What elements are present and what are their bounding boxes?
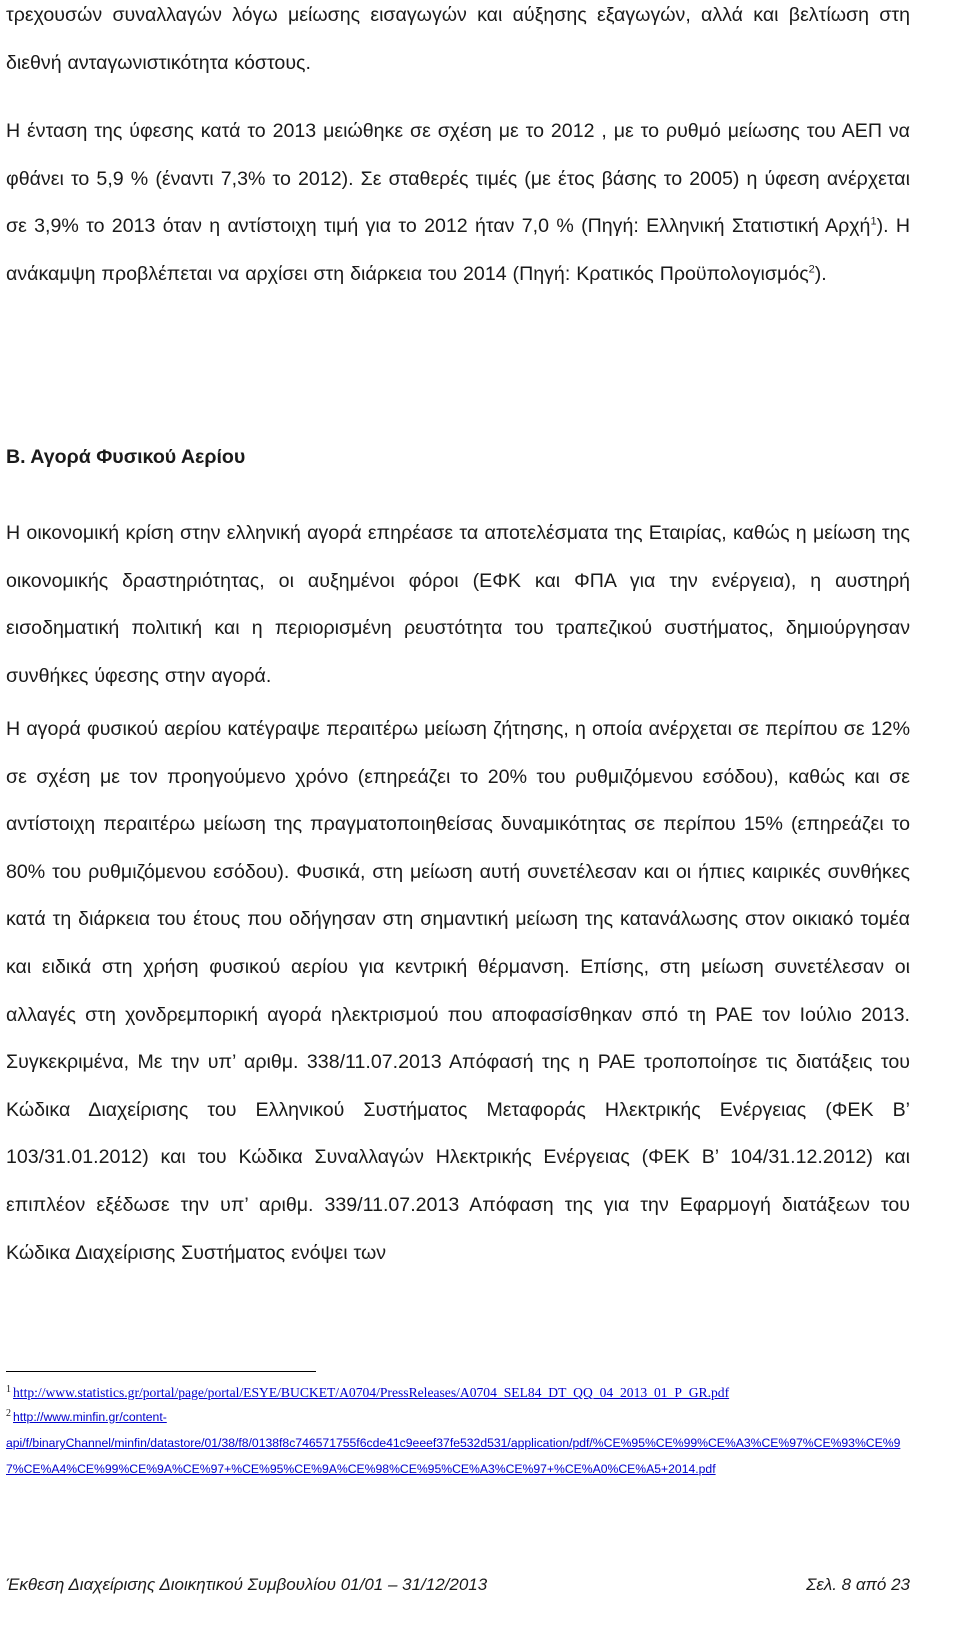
recession-text-part1: Η ένταση της ύφεσης κατά το 2013 μειώθηκε σε σχέση με το 2012 , με το ρυθμό μείωσης του ΑΕΠ να φθάνει το 5,9 % (έναντι 7,3% το 2012). Σε σταθερές τιμές (με έτος βάσης το 2005) η ύφεση ανέρχεται σε 3,9% το 2013 όταν η αντίστοιχη τιμή για το 2012 ήταν 7,0 % (Πηγή: Ελληνική Στατιστική Αρχή — [6, 120, 910, 238]
paragraph-trade-balance: τρεχουσών συναλλαγών λόγω μείωσης εισαγωγών και αύξησης εξαγωγών, αλλά και βελτίωση στη διεθνή ανταγωνιστικότητα κόστους. — [6, 4, 910, 74]
paragraph-gas-market: Η αγορά φυσικού αερίου κατέγραψε περαιτέρω μείωση ζήτησης, η οποία ανέρχεται σε περίπου σε 12% σε σχέση με τον προηγούμενο χρόνο (επηρεάζει το 20% του ρυθμιζόμενου εσόδου), καθώς και σε αντίστοιχη περαιτέρω μείωση της πραγματοποιηθείσας δυναμικότητας σε περίπου 15% (επηρεάζει το 80% του ρυθμιζόμενου εσόδου). Φυσικά, στη μείωση αυτή συνετέλεσαν και οι ήπιες καιρικές συνθήκες κατά τη διάρκεια του έτους που οδήγησαν στη σημαντική μείωση της κατανάλωσης στον οικιακό τομέα και ειδικά στη χρήση φυσικού αερίου για κεντρική θέρμανση. Επίσης, στη μείωση συνετέλεσαν οι αλλαγές στη χονδρεμπορική αγορά ηλεκτρισμού που αποφασίσθηκαν σπό τη ΡΑΕ τον Ιούλιο 2013. Συγκεκριμένα, Με την υπ’ αριθμ. 338/11.07.2013 Απόφασή της η ΡΑΕ τροποποίησε τις διατάξεις του Κώδικα Διαχείρισης του Ελληνικού Συστήματος Μεταφοράς Ηλεκτρικής Ενέργειας (ΦΕΚ Β’ 103/31.01.2012) και του Κώδικα Συναλλαγών Ηλεκτρικής Ενέργειας (ΦΕΚ Β’ 104/31.12.2012) και επιπλέον εξέδωσε την υπ’ αριθμ. 339/11.07.2013 Απόφαση της για την Εφαρμογή διατάξεων του Κώδικα Διαχείρισης Συστήματος ενόψει των — [6, 718, 910, 1264]
footnote-number: 1 — [6, 1383, 11, 1395]
footnote-2 — [6, 1404, 916, 1482]
footnote-separator — [6, 1371, 316, 1372]
footnote-link-statistics[interactable]: http://www.statistics.gr/portal/page/portal/ESYE/BUCKET/A0704/PressReleases/A0704_SEL84_DT_QQ_04_2013_01_P_GR.pdf — [13, 1385, 730, 1400]
footnote-1 — [6, 1382, 916, 1404]
page-footer — [6, 1572, 910, 1598]
footer-report-title: Έκθεση Διαχείρισης Διοικητικού Συμβουλίου 01/01 – 31/12/2013 — [6, 1575, 488, 1594]
section-heading: Β. Αγορά Φυσικού Αερίου — [6, 446, 246, 468]
recession-text-part3: ). — [814, 262, 827, 285]
footnote-number: 2 — [6, 1407, 11, 1419]
paragraph-recession — [6, 108, 910, 298]
footer-page-number: Σελ. 8 από 23 — [806, 1575, 910, 1594]
footnote-link-minfin-line2[interactable]: api/f/binaryChannel/minfin/datastore/01/38/f8/0138f8c746571755f6cde41c9eeef37fe532d531/application/pdf/%CE%95%CE%99%CE%A3%CE%97%CE%93%CE%97%CE%A4%CE%99%CE%9A%CE%97+%CE%95%CE%9A%CE%98%CE%95%CE%A3%CE%97+%CE%A0%CE%A5+2014.pdf — [6, 1436, 901, 1476]
footnote-ref-2[interactable]: 2 — [808, 263, 815, 276]
recession-text-part2: ). Η ανάκαμψη προβλέπεται να αρχίσει στη διάρκεια του 2014 (Πηγή: Κρατικός Προϋπολογισμός — [6, 215, 911, 285]
footnote-link-minfin-line1[interactable]: http://www.minfin.gr/content- — [13, 1410, 167, 1424]
footnote-link-minfin[interactable] — [6, 1407, 901, 1476]
footnote-ref-1[interactable]: 1 — [870, 215, 877, 228]
footnotes — [6, 1382, 916, 1482]
paragraph-economic-crisis: Η οικονομική κρίση στην ελληνική αγορά επηρέασε τα αποτελέσματα της Εταιρίας, καθώς η μείωση της οικονομικής δραστηριότητας, οι αυξημένοι φόροι (ΕΦΚ και ΦΠΑ για την ενέργεια), η αυστηρή εισοδηματική πολιτική και η περιορισμένη ρευστότητα του τραπεζικού συστήματος, δημιούργησαν συνθήκες ύφεσης στην αγορά. — [6, 522, 910, 687]
